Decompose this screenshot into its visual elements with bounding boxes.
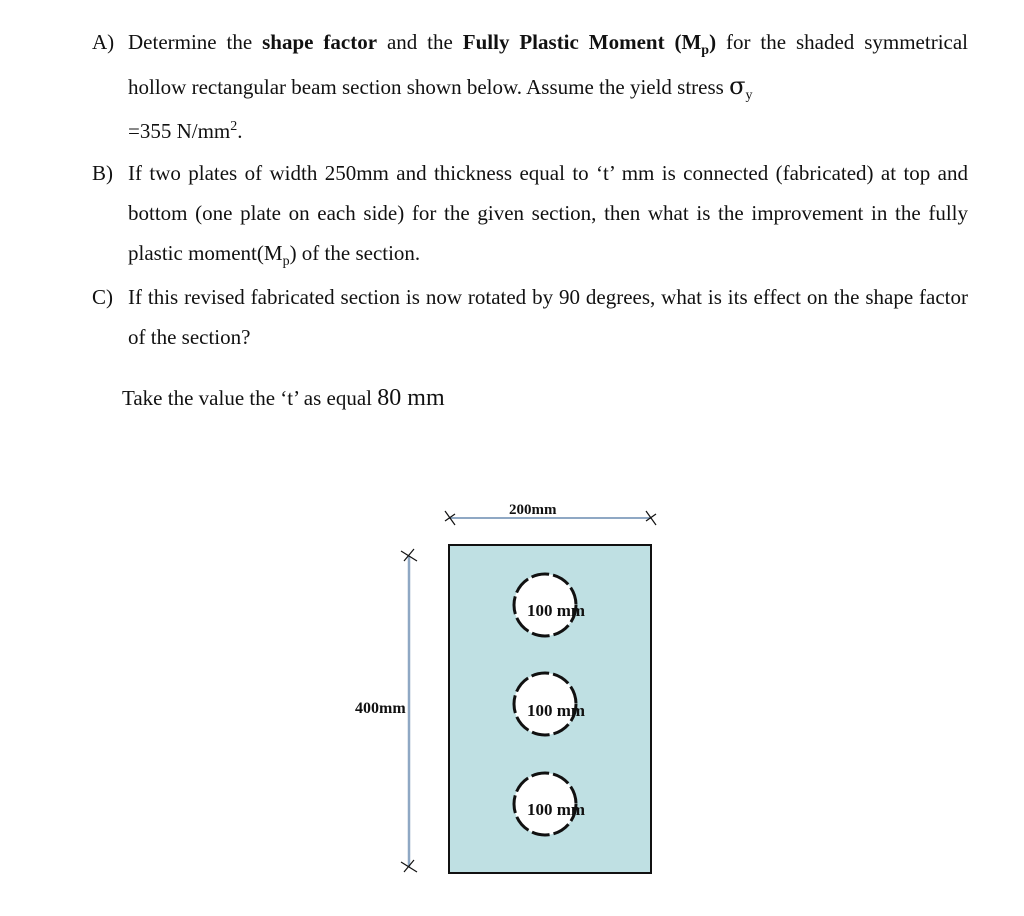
- hole-2-label: 100 mm: [527, 701, 586, 720]
- plastic-moment-subscript: p: [701, 43, 710, 59]
- question-a-pre: Determine the: [128, 30, 263, 54]
- height-dimension: [355, 549, 417, 872]
- question-b-body: If two plates of width 250mm and thickness equal to ‘t’ mm is connected (fabricated) at top and bottom (one plate on each side) for the given section, then what is the improvement in the fully plastic moment(M: [128, 161, 968, 265]
- shape-factor-term: shape factor: [262, 30, 378, 54]
- take-value-text: Take the value the ‘t’ as equal: [122, 386, 378, 410]
- question-c-text: If this revised fabricated section is now rotated by 90 degrees, what is its effect on the shape factor of the section?: [128, 285, 968, 349]
- width-dimension: [445, 502, 656, 525]
- plastic-moment-close: ): [709, 30, 717, 54]
- yield-stress-exponent: 2: [230, 119, 238, 134]
- question-b-end: ) of the section.: [289, 241, 421, 265]
- question-a-mid: and the: [377, 30, 463, 54]
- width-label: 200mm: [509, 502, 557, 518]
- hole-3-label: 100 mm: [527, 800, 586, 819]
- question-a-post: for the shaded symmetrical hollow rectangular beam section shown below. Assume the yield stress: [128, 30, 969, 99]
- take-value-number: 80 mm: [377, 385, 445, 411]
- hole-1-label: 100 mm: [527, 601, 586, 620]
- sigma-symbol: σ: [729, 72, 746, 100]
- question-c-label: C): [92, 285, 113, 309]
- question-b-subscript: p: [282, 254, 290, 270]
- question-a-label: A): [92, 30, 115, 54]
- height-label: 400mm: [355, 700, 406, 717]
- plastic-moment-term: Fully Plastic Moment (M: [462, 30, 702, 54]
- question-b-label: B): [92, 161, 113, 185]
- sigma-subscript: y: [745, 88, 753, 104]
- yield-stress-period: .: [237, 119, 243, 143]
- yield-stress-value: =355 N/mm: [128, 119, 231, 143]
